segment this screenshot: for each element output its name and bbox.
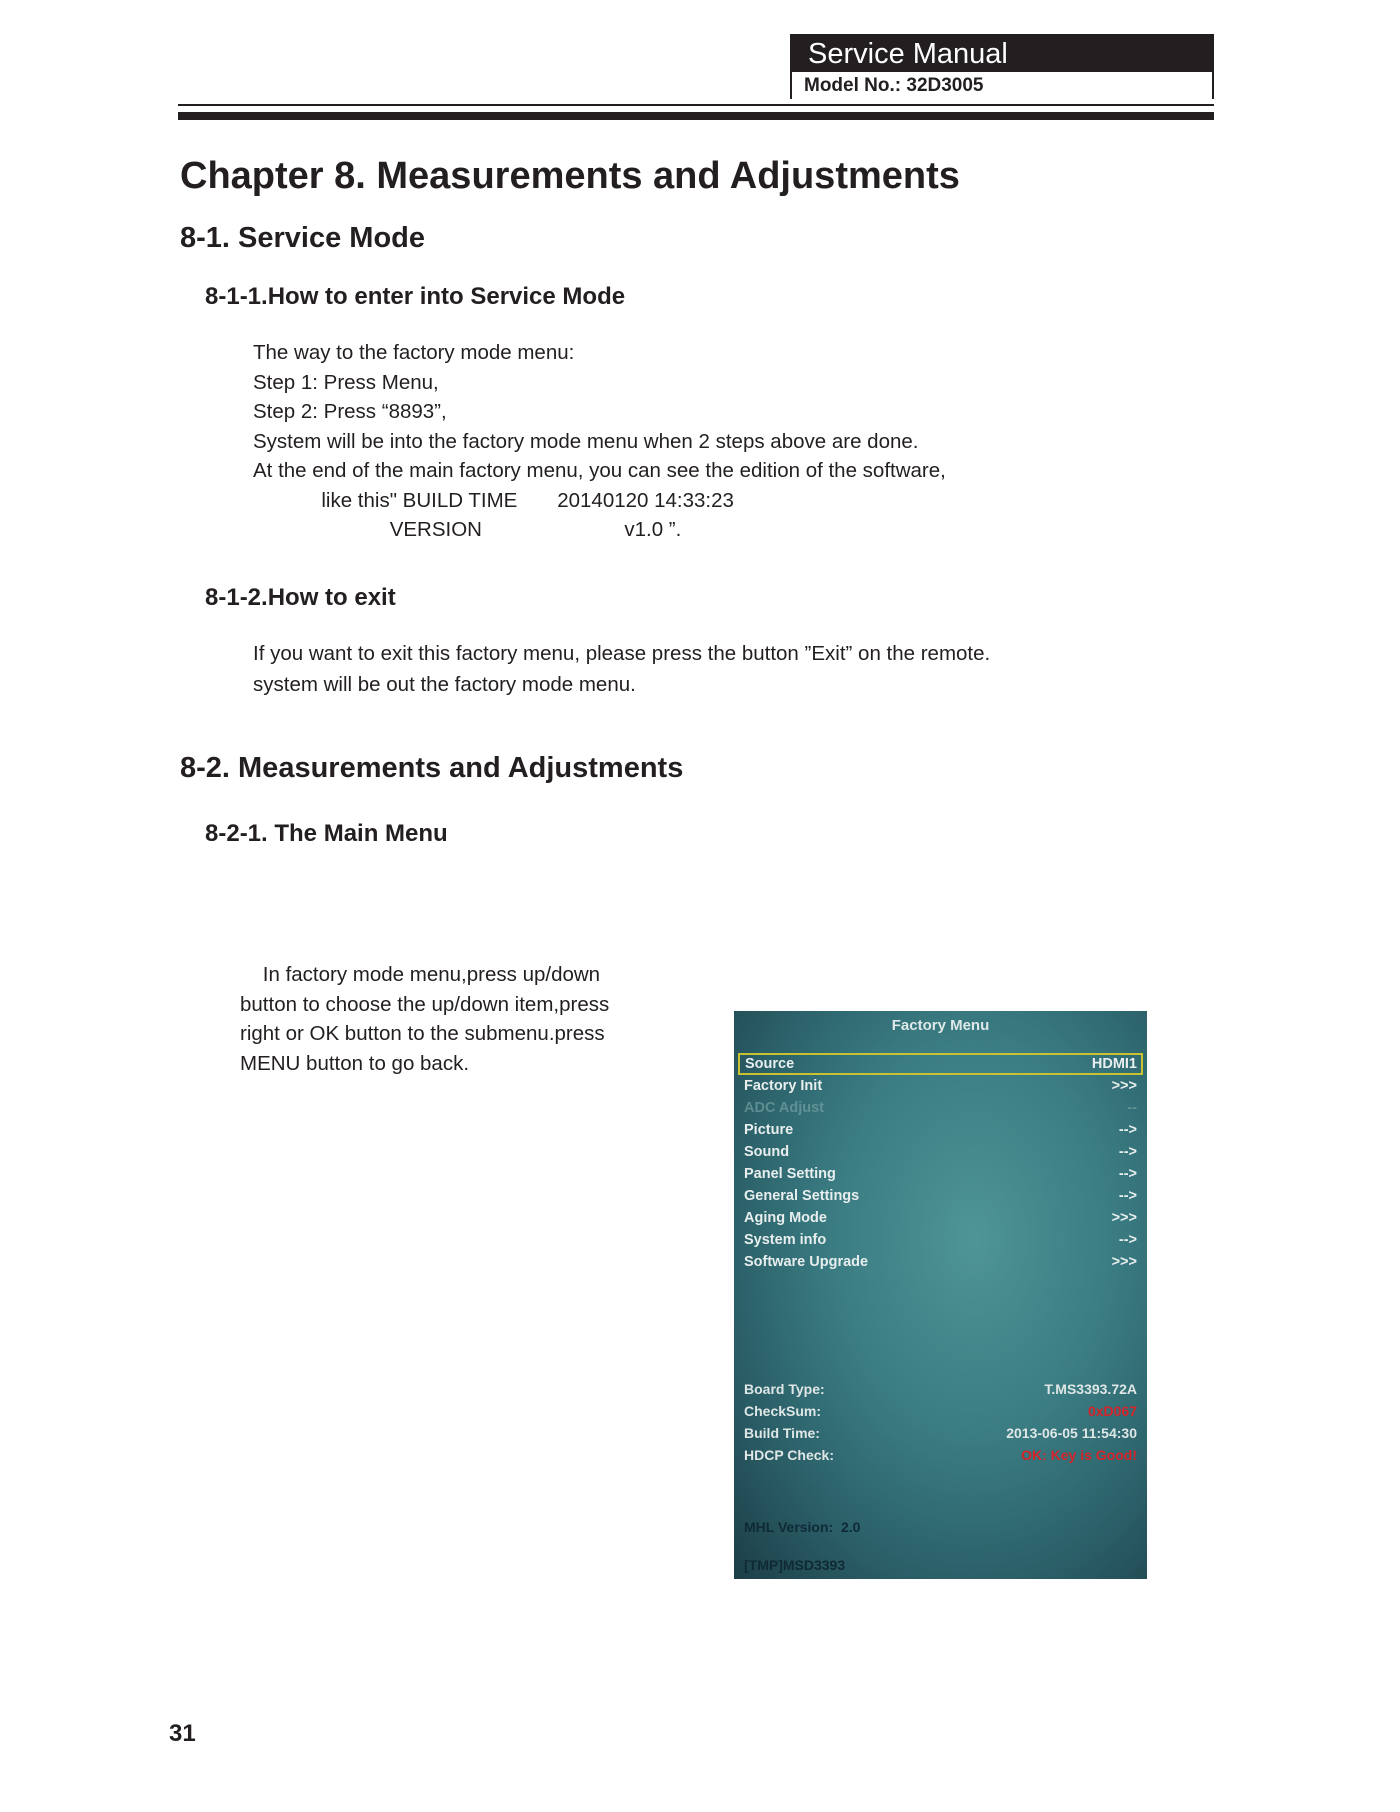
subsection-8-1-1-title: 8-1-1.How to enter into Service Mode <box>205 283 626 310</box>
subsection-8-2-1-title: 8-2-1. The Main Menu <box>205 820 448 847</box>
menu-item-value: >>> <box>1111 1210 1137 1226</box>
menu-item-picture[interactable] <box>744 1120 1137 1142</box>
subsection-8-1-2-title: 8-1-2.How to exit <box>205 584 396 611</box>
menu-item-software-upgrade[interactable] <box>744 1252 1137 1274</box>
menu-item-value: --> <box>1118 1144 1137 1160</box>
info-checksum <box>744 1403 1137 1425</box>
header-rule-thick <box>178 112 1214 120</box>
menu-item-general-settings[interactable] <box>744 1186 1137 1208</box>
menu-item-label: System info <box>744 1232 827 1248</box>
info-hdcp-check <box>744 1447 1137 1469</box>
text-line: The way to the factory mode menu: <box>253 341 575 364</box>
service-mode-instructions <box>253 338 1153 545</box>
main-menu-instructions <box>240 960 640 1078</box>
menu-item-label: General Settings <box>744 1188 860 1204</box>
info-value: OK: Key is Good! <box>1021 1447 1137 1463</box>
menu-item-source[interactable] <box>738 1053 1143 1075</box>
menu-item-value: >>> <box>1111 1254 1137 1270</box>
menu-item-sound[interactable] <box>744 1142 1137 1164</box>
exit-instructions <box>253 638 1153 700</box>
info-board-type <box>744 1381 1137 1403</box>
info-label: Build Time: <box>744 1425 820 1441</box>
menu-item-value: --> <box>1118 1122 1137 1138</box>
text-line: At the end of the main factory menu, you can see the edition of the software, <box>253 459 946 482</box>
menu-item-value: HDMI1 <box>1091 1056 1137 1072</box>
menu-item-value: --> <box>1118 1232 1137 1248</box>
menu-item-aging-mode[interactable] <box>744 1208 1137 1230</box>
text-line: System will be into the factory mode menu when 2 steps above are done. <box>253 429 919 453</box>
menu-item-label: Panel Setting <box>744 1166 836 1182</box>
page-number: 31 <box>169 1720 196 1747</box>
text-line: like this" BUILD TIME 20140120 14:33:23 <box>253 488 734 512</box>
info-label: Board Type: <box>744 1381 825 1397</box>
manual-title: Service Manual <box>792 36 1212 72</box>
info-label: CheckSum: <box>744 1403 822 1419</box>
text-line: Step 2: Press “8893”, <box>253 400 447 423</box>
model-number: Model No.: 32D3005 <box>792 72 1212 99</box>
menu-item-value: --> <box>1118 1166 1137 1182</box>
menu-item-label: ADC Adjust <box>744 1100 825 1116</box>
text-line: system will be out the factory mode menu. <box>253 673 636 696</box>
factory-menu-title: Factory Menu <box>891 1017 990 1034</box>
menu-item-label: Picture <box>744 1122 794 1138</box>
chapter-title: Chapter 8. Measurements and Adjustments <box>180 155 960 197</box>
menu-item-value: -- <box>1127 1100 1137 1116</box>
menu-item-label: Sound <box>744 1144 790 1160</box>
menu-item-label: Software Upgrade <box>744 1254 869 1270</box>
info-value: T.MS3393.72A <box>1044 1381 1137 1397</box>
text-line: Step 1: Press Menu, <box>253 370 439 394</box>
text-line: If you want to exit this factory menu, please press the button ”Exit” on the remote. <box>253 642 991 665</box>
section-8-1-title: 8-1. Service Mode <box>180 222 425 254</box>
header-rule-thin <box>178 104 1214 106</box>
info-build-time <box>744 1425 1137 1447</box>
section-8-2-title: 8-2. Measurements and Adjustments <box>180 752 684 784</box>
menu-item-label: Aging Mode <box>744 1210 827 1226</box>
chip-id: [TMP]MSD3393 <box>744 1557 846 1573</box>
info-value: 0xD067 <box>1087 1403 1137 1419</box>
text-line: MENU button to go back. <box>240 1051 470 1075</box>
info-value: 2013-06-05 11:54:30 <box>1006 1425 1137 1441</box>
header-box <box>790 34 1214 99</box>
factory-menu-screenshot <box>734 1011 1147 1579</box>
text-line: VERSION v1.0 ”. <box>253 518 682 541</box>
menu-item-system-info[interactable] <box>744 1230 1137 1252</box>
menu-item-factory-init[interactable] <box>744 1076 1137 1098</box>
menu-item-panel-setting[interactable] <box>744 1164 1137 1186</box>
menu-item-value: --> <box>1118 1188 1137 1204</box>
text-line: right or OK button to the submenu.press <box>240 1022 605 1045</box>
text-line: button to choose the up/down item,press <box>240 992 610 1016</box>
text-line: In factory mode menu,press up/down <box>240 963 601 986</box>
mhl-version: MHL Version: 2.0 <box>744 1519 861 1535</box>
menu-item-label: Source <box>745 1056 795 1072</box>
menu-item-label: Factory Init <box>744 1078 823 1094</box>
menu-item-adc-adjust <box>744 1098 1137 1120</box>
info-label: HDCP Check: <box>744 1447 834 1463</box>
menu-item-value: >>> <box>1111 1078 1137 1094</box>
